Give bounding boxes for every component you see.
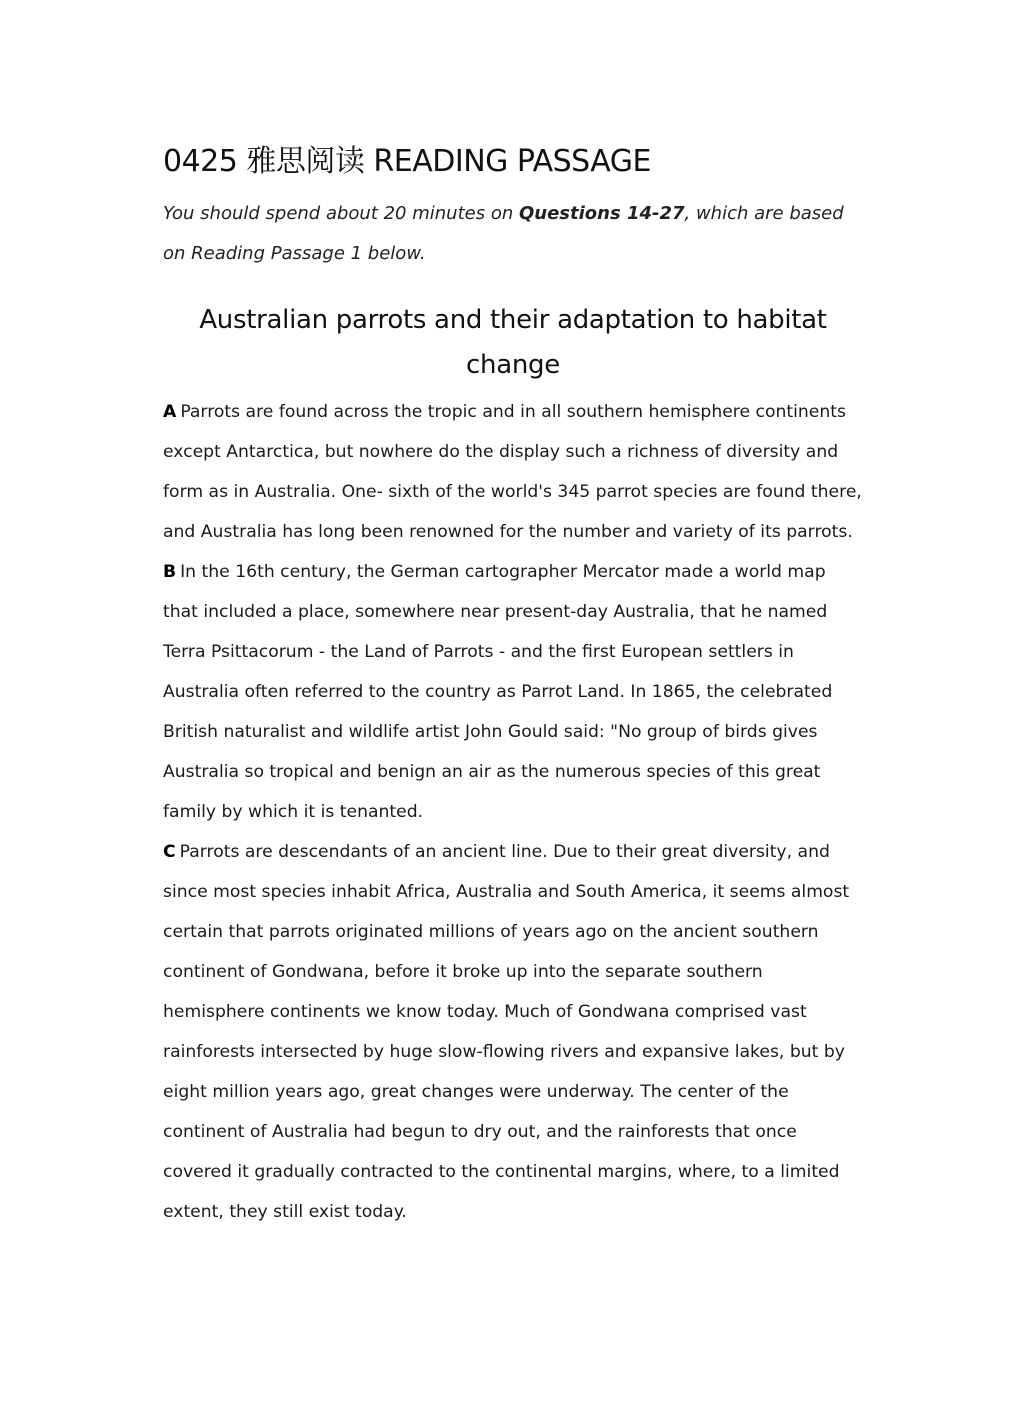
instructions [163, 194, 863, 274]
paragraph-a [163, 392, 863, 552]
paragraph-c [163, 832, 863, 1232]
paragraph-letter: A [163, 402, 177, 422]
document-title: 0425 雅思阅读 READING PASSAGE [163, 144, 651, 179]
paragraph-letter: B [163, 562, 177, 582]
paragraph-b [163, 552, 863, 832]
paragraph-text: Parrots are found across the tropic and in all southern hemisphere continents except Antarctica, but nowhere do the display such a richness of diversity and form as in Australia. One- sixth of the world's 345 parrot species are found there, and Australia has long been renowned for the number and variety of its parrots. [163, 402, 862, 542]
document-page [163, 140, 863, 1232]
instructions-questions: Questions 14-27 [518, 203, 685, 224]
paragraph-text: Parrots are descendants of an ancient line. Due to their great diversity, and since most species inhabit Africa, Australia and South America, it seems almost certain that parrots originated millions of years ago on the ancient southern continent of Gondwana, before it broke up into the separate southern hemisphere continents we know today. Much of Gondwana comprised vast rainforests intersected by huge slow-flowing rivers and expansive lakes, but by eight million years ago, great changes were underway. The center of the continent of Australia had begun to dry out, and the rainforests that once covered it gradually contracted to the continental margins, where, to a limited extent, they still exist today. [163, 842, 850, 1222]
instructions-before: You should spend about 20 minutes on [163, 203, 519, 224]
paragraph-text: In the 16th century, the German cartographer Mercator made a world map that included a place, somewhere near present-day Australia, that he named Terra Psittacorum - the Land of Parrots - and the first European settlers in Australia often referred to the country as Parrot Land. In 1865, the celebrated British naturalist and wildlife artist John Gould said: "No group of birds gives Australia so tropical and benign an air as the numerous species of this great family by which it is tenanted. [163, 562, 833, 822]
instructions-after: , which are based on Reading Passage 1 below. [163, 203, 844, 264]
paragraph-letter: C [163, 842, 176, 862]
passage-title: Australian parrots and their adaptation to habitat change [199, 305, 827, 380]
